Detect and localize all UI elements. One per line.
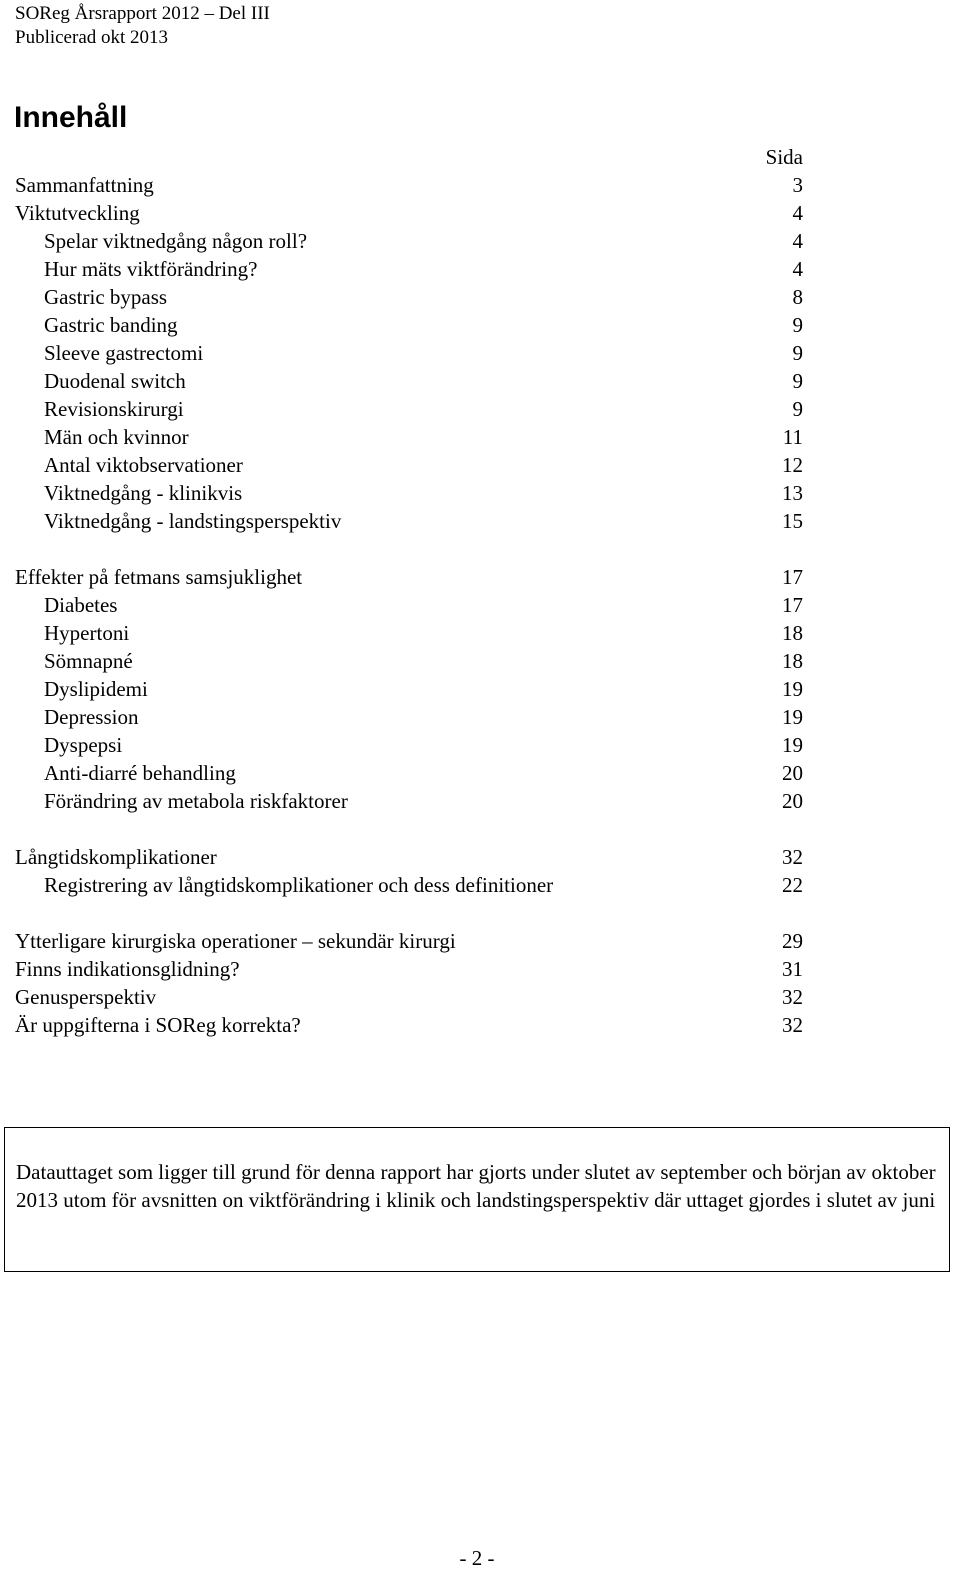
toc-entry — [0, 731, 803, 759]
toc-entry-label: Revisionskirurgi — [44, 397, 184, 421]
toc-entry-page: 19 — [782, 733, 803, 757]
toc-entry-page: 32 — [782, 985, 803, 1009]
toc-entry-label: Dyspepsi — [44, 733, 123, 757]
toc-entry-label: Hur mäts viktförändring? — [44, 257, 258, 281]
toc-entry — [0, 479, 803, 507]
toc-title: Innehåll — [14, 101, 128, 134]
toc-entry-label: Gastric banding — [44, 313, 178, 337]
toc-entry-label: Hypertoni — [44, 621, 130, 645]
toc-entry-label: Finns indikationsglidning? — [15, 957, 240, 981]
header-title: SOReg Årsrapport 2012 – Del III — [15, 3, 270, 24]
toc-entry — [0, 311, 803, 339]
toc-entry — [0, 675, 803, 703]
toc-entry-page: 9 — [792, 313, 803, 337]
toc-entry-label: Viktnedgång - landstingsperspektiv — [44, 509, 342, 533]
toc-entry — [0, 871, 803, 899]
data-extraction-note — [4, 1127, 950, 1272]
toc-entry-page: 19 — [782, 705, 803, 729]
toc-entry-label: Registrering av långtidskomplikationer och dess definitioner — [44, 873, 554, 897]
toc-entry-page: 9 — [792, 341, 803, 365]
toc-entry-page: 8 — [792, 285, 803, 309]
toc-entry-page: 15 — [782, 509, 803, 533]
toc-entry — [0, 759, 803, 787]
toc-entry — [0, 423, 803, 451]
toc-entry-page: 17 — [782, 593, 803, 617]
note-text: Datauttaget som ligger till grund för denna rapport har gjorts under slutet av september och början av oktober 2013 utom för avsnitten on viktförändring i klinik och landstingsperspektiv där uttaget gjordes i slutet av juni — [16, 1160, 936, 1212]
toc-entry — [0, 787, 803, 815]
header-published-date: Publicerad okt 2013 — [15, 27, 169, 48]
toc-entry-label: Långtidskomplikationer — [15, 845, 217, 869]
toc-entry-label: Gastric bypass — [44, 285, 168, 309]
toc-entry-page: 4 — [792, 201, 803, 225]
toc-entry-label: Förändring av metabola riskfaktorer — [44, 789, 348, 813]
toc-entry-page: 18 — [782, 621, 803, 645]
toc-entry-page: 9 — [792, 369, 803, 393]
toc-entry-page: 31 — [782, 957, 803, 981]
toc-entry — [0, 619, 803, 647]
toc-entry-page: 17 — [782, 565, 803, 589]
toc-entry — [0, 255, 803, 283]
toc-entry-label: Duodenal switch — [44, 369, 186, 393]
toc-entry — [0, 591, 803, 619]
toc-entry-page: 18 — [782, 649, 803, 673]
toc-entry — [0, 451, 803, 479]
toc-entry — [0, 703, 803, 731]
page-column-label: Sida — [765, 145, 803, 169]
toc-entry-page: 20 — [782, 789, 803, 813]
toc-entry-page: 12 — [782, 453, 803, 477]
toc-entry-label: Viktnedgång - klinikvis — [44, 481, 243, 505]
toc-entry — [0, 955, 803, 983]
toc-entry-label: Sleeve gastrectomi — [44, 341, 204, 365]
toc-entry-page: 4 — [792, 229, 803, 253]
toc-entry-label: Effekter på fetmans samsjuklighet — [15, 565, 303, 589]
toc-entry-label: Spelar viktnedgång någon roll? — [44, 229, 308, 253]
toc-entry — [0, 927, 803, 955]
toc-entry-label: Sammanfattning — [15, 173, 154, 197]
toc-entry-page: 4 — [792, 257, 803, 281]
toc-entry — [0, 647, 803, 675]
toc-entry — [0, 367, 803, 395]
toc-entry — [0, 563, 803, 591]
toc-entry-page: 29 — [782, 929, 803, 953]
toc-entry-page: 3 — [792, 173, 803, 197]
toc-entry-page: 32 — [782, 1013, 803, 1037]
toc-entry-label: Män och kvinnor — [44, 425, 189, 449]
toc-entry-page: 13 — [782, 481, 803, 505]
toc-entry-page: 9 — [792, 397, 803, 421]
toc-entry-label: Antal viktobservationer — [44, 453, 243, 477]
toc-entry-label: Diabetes — [44, 593, 118, 617]
toc-entry-page: 22 — [782, 873, 803, 897]
toc-entry — [0, 227, 803, 255]
toc-entry — [0, 843, 803, 871]
toc-entry-label: Viktutveckling — [15, 201, 140, 225]
toc-entry-label: Depression — [44, 705, 139, 729]
toc-entry — [0, 507, 803, 535]
toc-entry-label: Anti-diarré behandling — [44, 761, 236, 785]
toc-entry — [0, 339, 803, 367]
toc-entry — [0, 199, 803, 227]
page-number — [0, 1545, 960, 1571]
toc-entry — [0, 171, 803, 199]
toc-entry-label: Är uppgifterna i SOReg korrekta? — [15, 1013, 301, 1037]
toc-entry-page: 20 — [782, 761, 803, 785]
toc-entry — [0, 283, 803, 311]
toc-entry — [0, 983, 803, 1011]
toc-entry-label: Sömnapné — [44, 649, 133, 673]
toc-entry — [0, 1011, 803, 1039]
toc-entry — [0, 395, 803, 423]
toc-entry-page: 32 — [782, 845, 803, 869]
toc-entry-label: Ytterligare kirurgiska operationer – sekundär kirurgi — [15, 929, 456, 953]
toc-entry-page: 11 — [782, 425, 803, 449]
page-number-text: - 2 - — [459, 1546, 495, 1570]
toc-entry-label: Dyslipidemi — [44, 677, 148, 701]
toc-entry-page: 19 — [782, 677, 803, 701]
toc-entry-label: Genusperspektiv — [15, 985, 157, 1009]
